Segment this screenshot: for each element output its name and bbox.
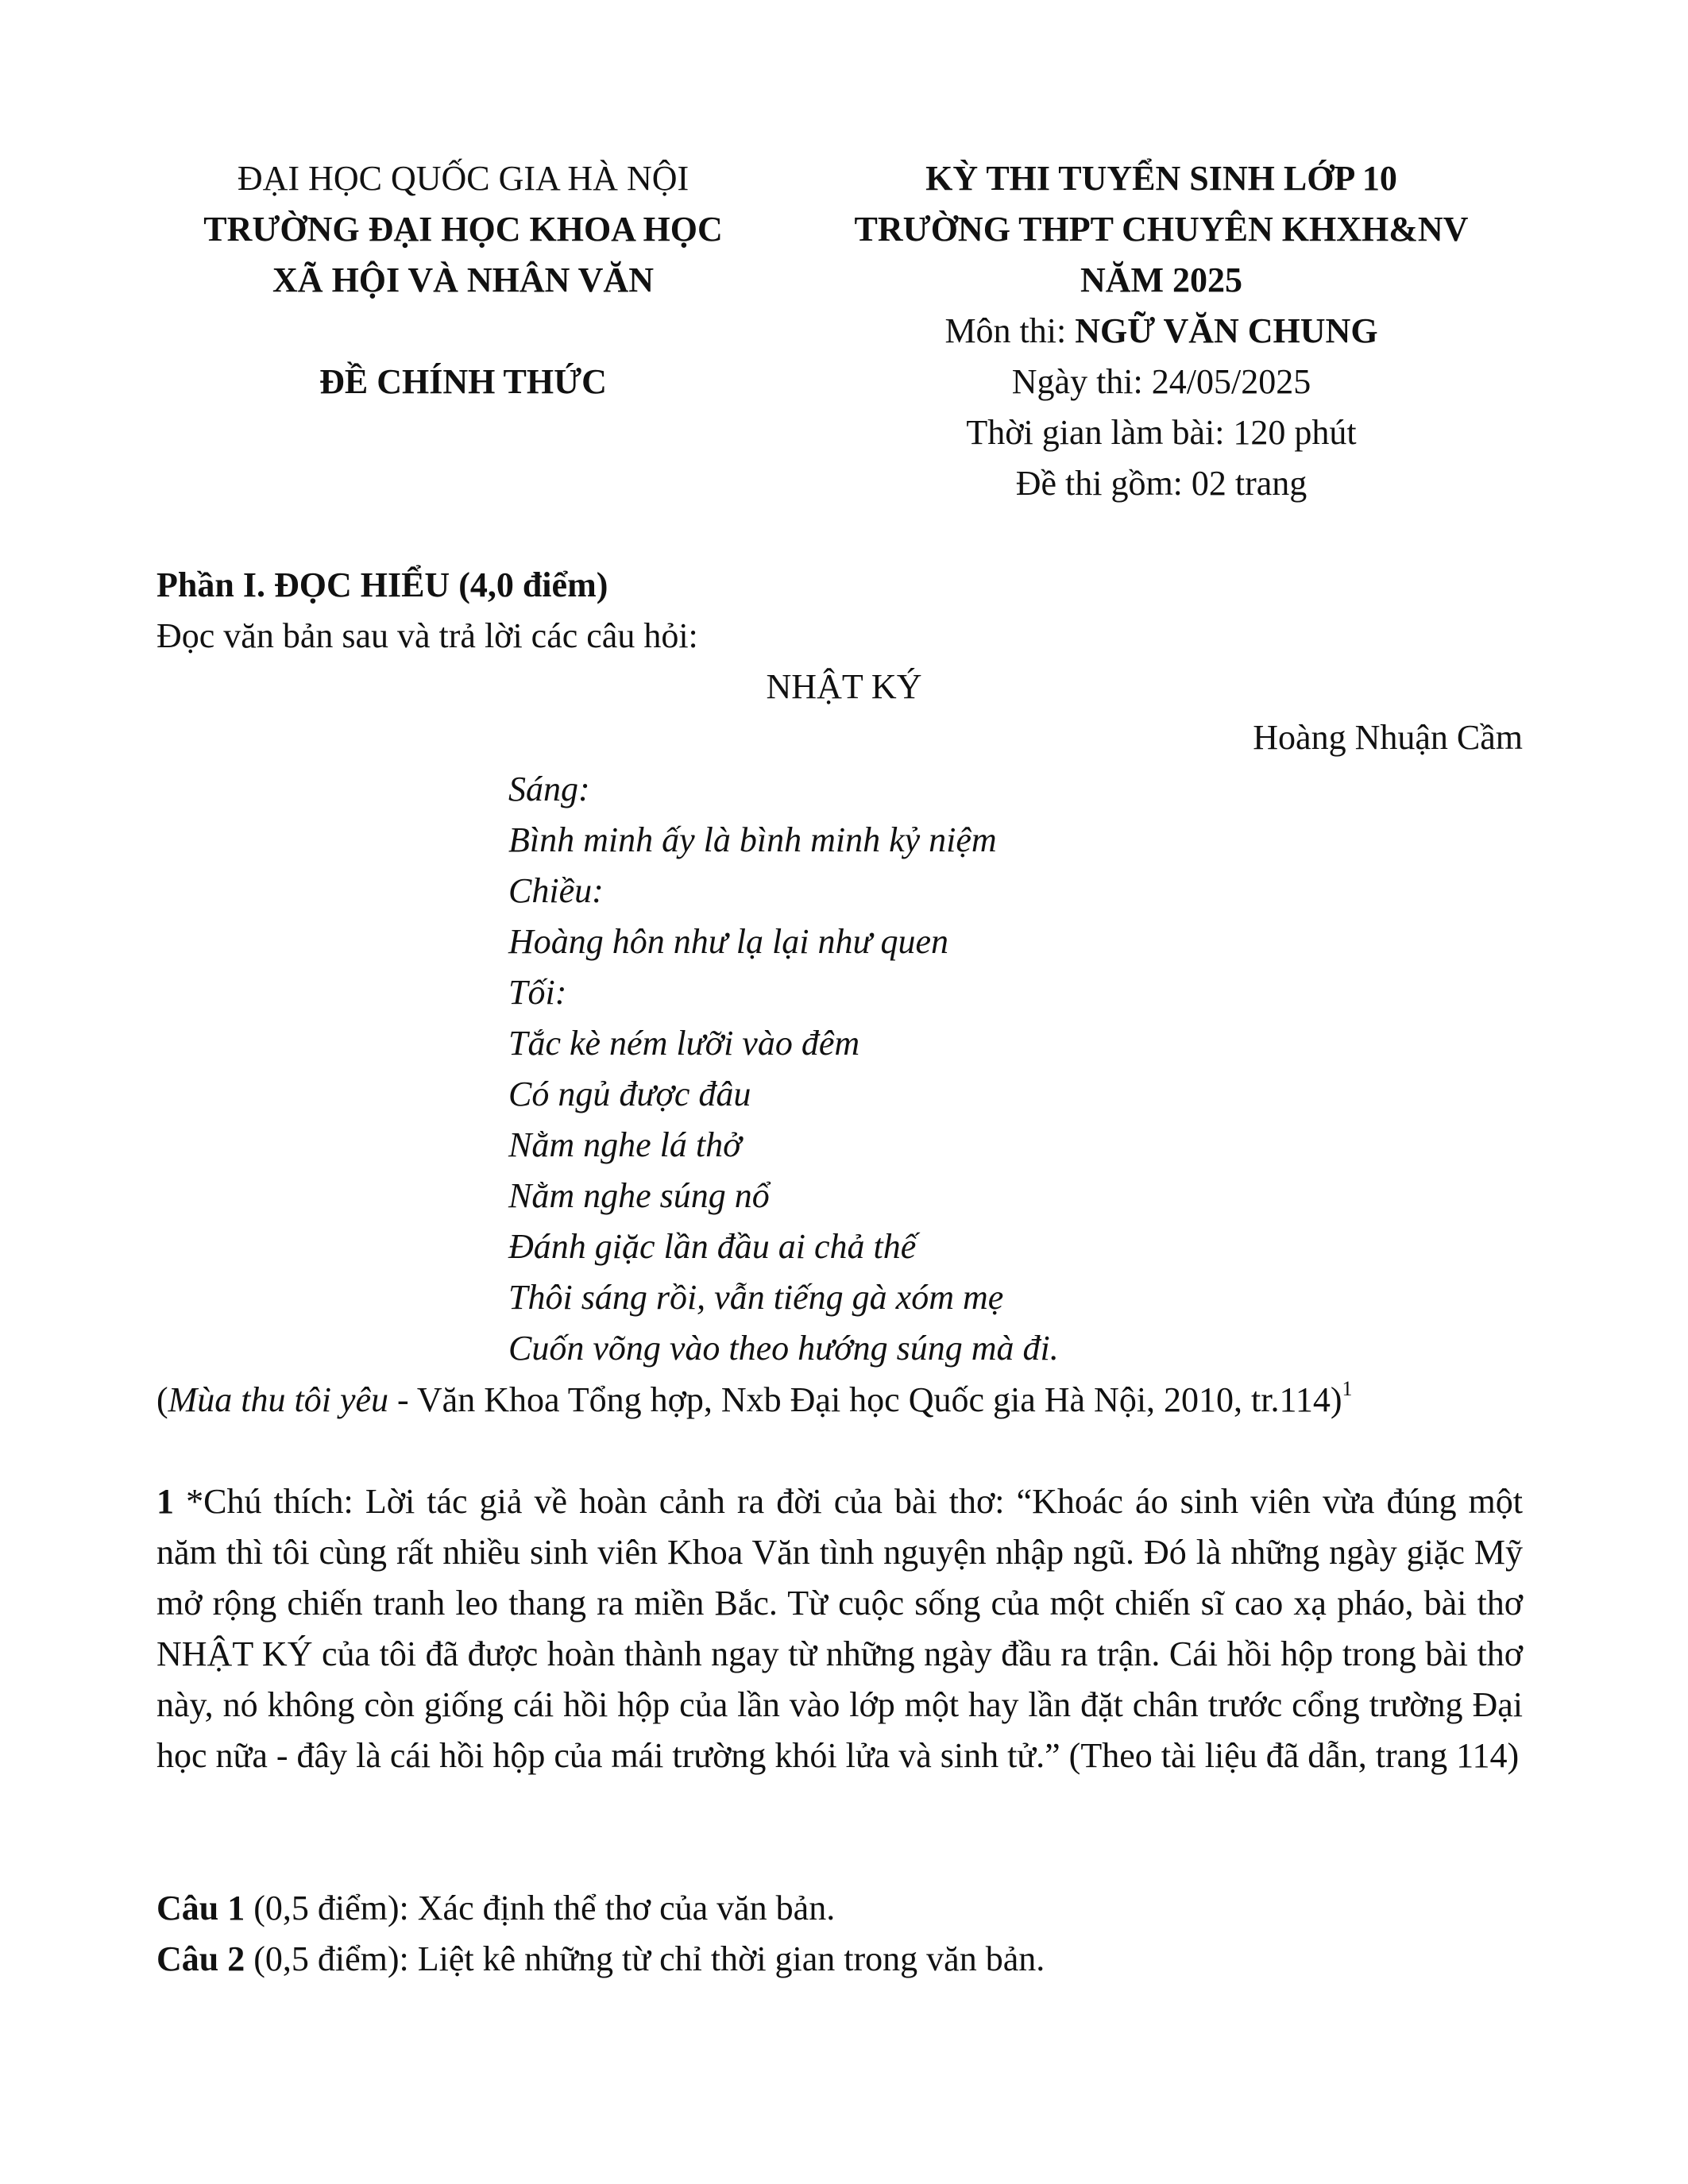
poem-author: Hoàng Nhuận Cầm [1253, 718, 1523, 757]
official-exam-label: ĐỀ CHÍNH THỨC [319, 362, 607, 401]
question-text: Liệt kê những từ chỉ thời gian trong văn bản. [417, 1939, 1045, 1978]
question-1 [156, 1883, 835, 1934]
exam-subject [764, 306, 1559, 357]
poem-source [156, 1375, 1353, 1426]
poem-line: Đánh giặc lần đầu ai chả thế [508, 1227, 917, 1266]
question-points: (0,5 điểm): [245, 1939, 418, 1978]
exam-school: TRƯỜNG THPT CHUYÊN KHXH&NV [854, 210, 1469, 249]
subject-label: Môn thi: [944, 311, 1076, 350]
poem-line: Nằm nghe súng nổ [508, 1176, 770, 1215]
question-label: Câu 2 [156, 1939, 245, 1978]
source-open-paren: ( [156, 1380, 168, 1419]
poem-title: NHẬT KÝ [766, 667, 922, 706]
poem-line: Tắc kè ném lưỡi vào đêm [508, 1024, 860, 1063]
poem-line: Hoàng hôn như lạ lại như quen [508, 922, 948, 961]
exam-page-count: Đề thi gồm: 02 trang [1015, 464, 1308, 503]
source-book-title: Mùa thu tôi yêu [168, 1380, 389, 1419]
poem-line: Bình minh ấy là bình minh kỷ niệm [508, 820, 997, 859]
poem-line: Tối: [508, 973, 567, 1012]
poem-line: Có ngủ được đâu [508, 1075, 751, 1113]
question-points: (0,5 điểm): [245, 1889, 418, 1927]
school-name-line2: XÃ HỘI VÀ NHÂN VĂN [272, 260, 654, 299]
exam-year: NĂM 2025 [1080, 260, 1243, 299]
exam-date: Ngày thi: 24/05/2025 [1011, 362, 1311, 401]
poem-line: Sáng: [508, 770, 590, 808]
poem-line: Thôi sáng rồi, vẫn tiếng gà xóm mẹ [508, 1278, 1004, 1317]
poem-line: Chiều: [508, 871, 604, 910]
source-details: - Văn Khoa Tổng hợp, Nxb Đại học Quốc gia Hà Nội, 2010, tr.114) [388, 1380, 1342, 1419]
question-2 [156, 1934, 1045, 1985]
exam-duration: Thời gian làm bài: 120 phút [966, 413, 1357, 452]
school-name-line1: TRƯỜNG ĐẠI HỌC KHOA HỌC [203, 210, 723, 249]
footnote-paragraph [156, 1476, 1523, 1781]
footnote-number: 1 [156, 1482, 174, 1521]
section-instruction: Đọc văn bản sau và trả lời các câu hỏi: [156, 616, 698, 655]
poem-line: Nằm nghe lá thở [508, 1125, 742, 1164]
exam-title: KỲ THI TUYỂN SINH LỚP 10 [925, 159, 1397, 198]
question-label: Câu 1 [156, 1889, 245, 1927]
footnote-marker: 1 [1342, 1377, 1353, 1401]
subject-value: NGỮ VĂN CHUNG [1075, 311, 1378, 350]
section-title: Phần I. ĐỌC HIỂU (4,0 điểm) [156, 565, 608, 604]
university-name: ĐẠI HỌC QUỐC GIA HÀ NỘI [237, 159, 689, 198]
question-text: Xác định thể thơ của văn bản. [417, 1889, 836, 1927]
poem-line: Cuốn võng vào theo hướng súng mà đi. [508, 1329, 1059, 1368]
footnote-text: *Chú thích: Lời tác giả về hoàn cảnh ra đời của bài thơ: “Khoác áo sinh viên vừa đúng một năm thì tôi cùng rất nhiều sinh viên Khoa Văn tình nguyện nhập ngũ. Đó là những ngày giặc Mỹ mở rộng chiến tranh leo thang ra miền Bắc. Từ cuộc sống của một chiến sĩ cao xạ pháo, bài thơ NHẬT KÝ của tôi đã được hoàn thành ngay từ những ngày đầu ra trận. Cái hồi hộp trong bài thơ này, nó không còn giống cái hồi hộp của lần vào lớp một hay lần đặt chân trước cổng trường Đại học nữa - đây là cái hồi hộp của mái trường khói lửa và sinh tử.” (Theo tài liệu đã dẫn, trang 114) [156, 1482, 1523, 1775]
